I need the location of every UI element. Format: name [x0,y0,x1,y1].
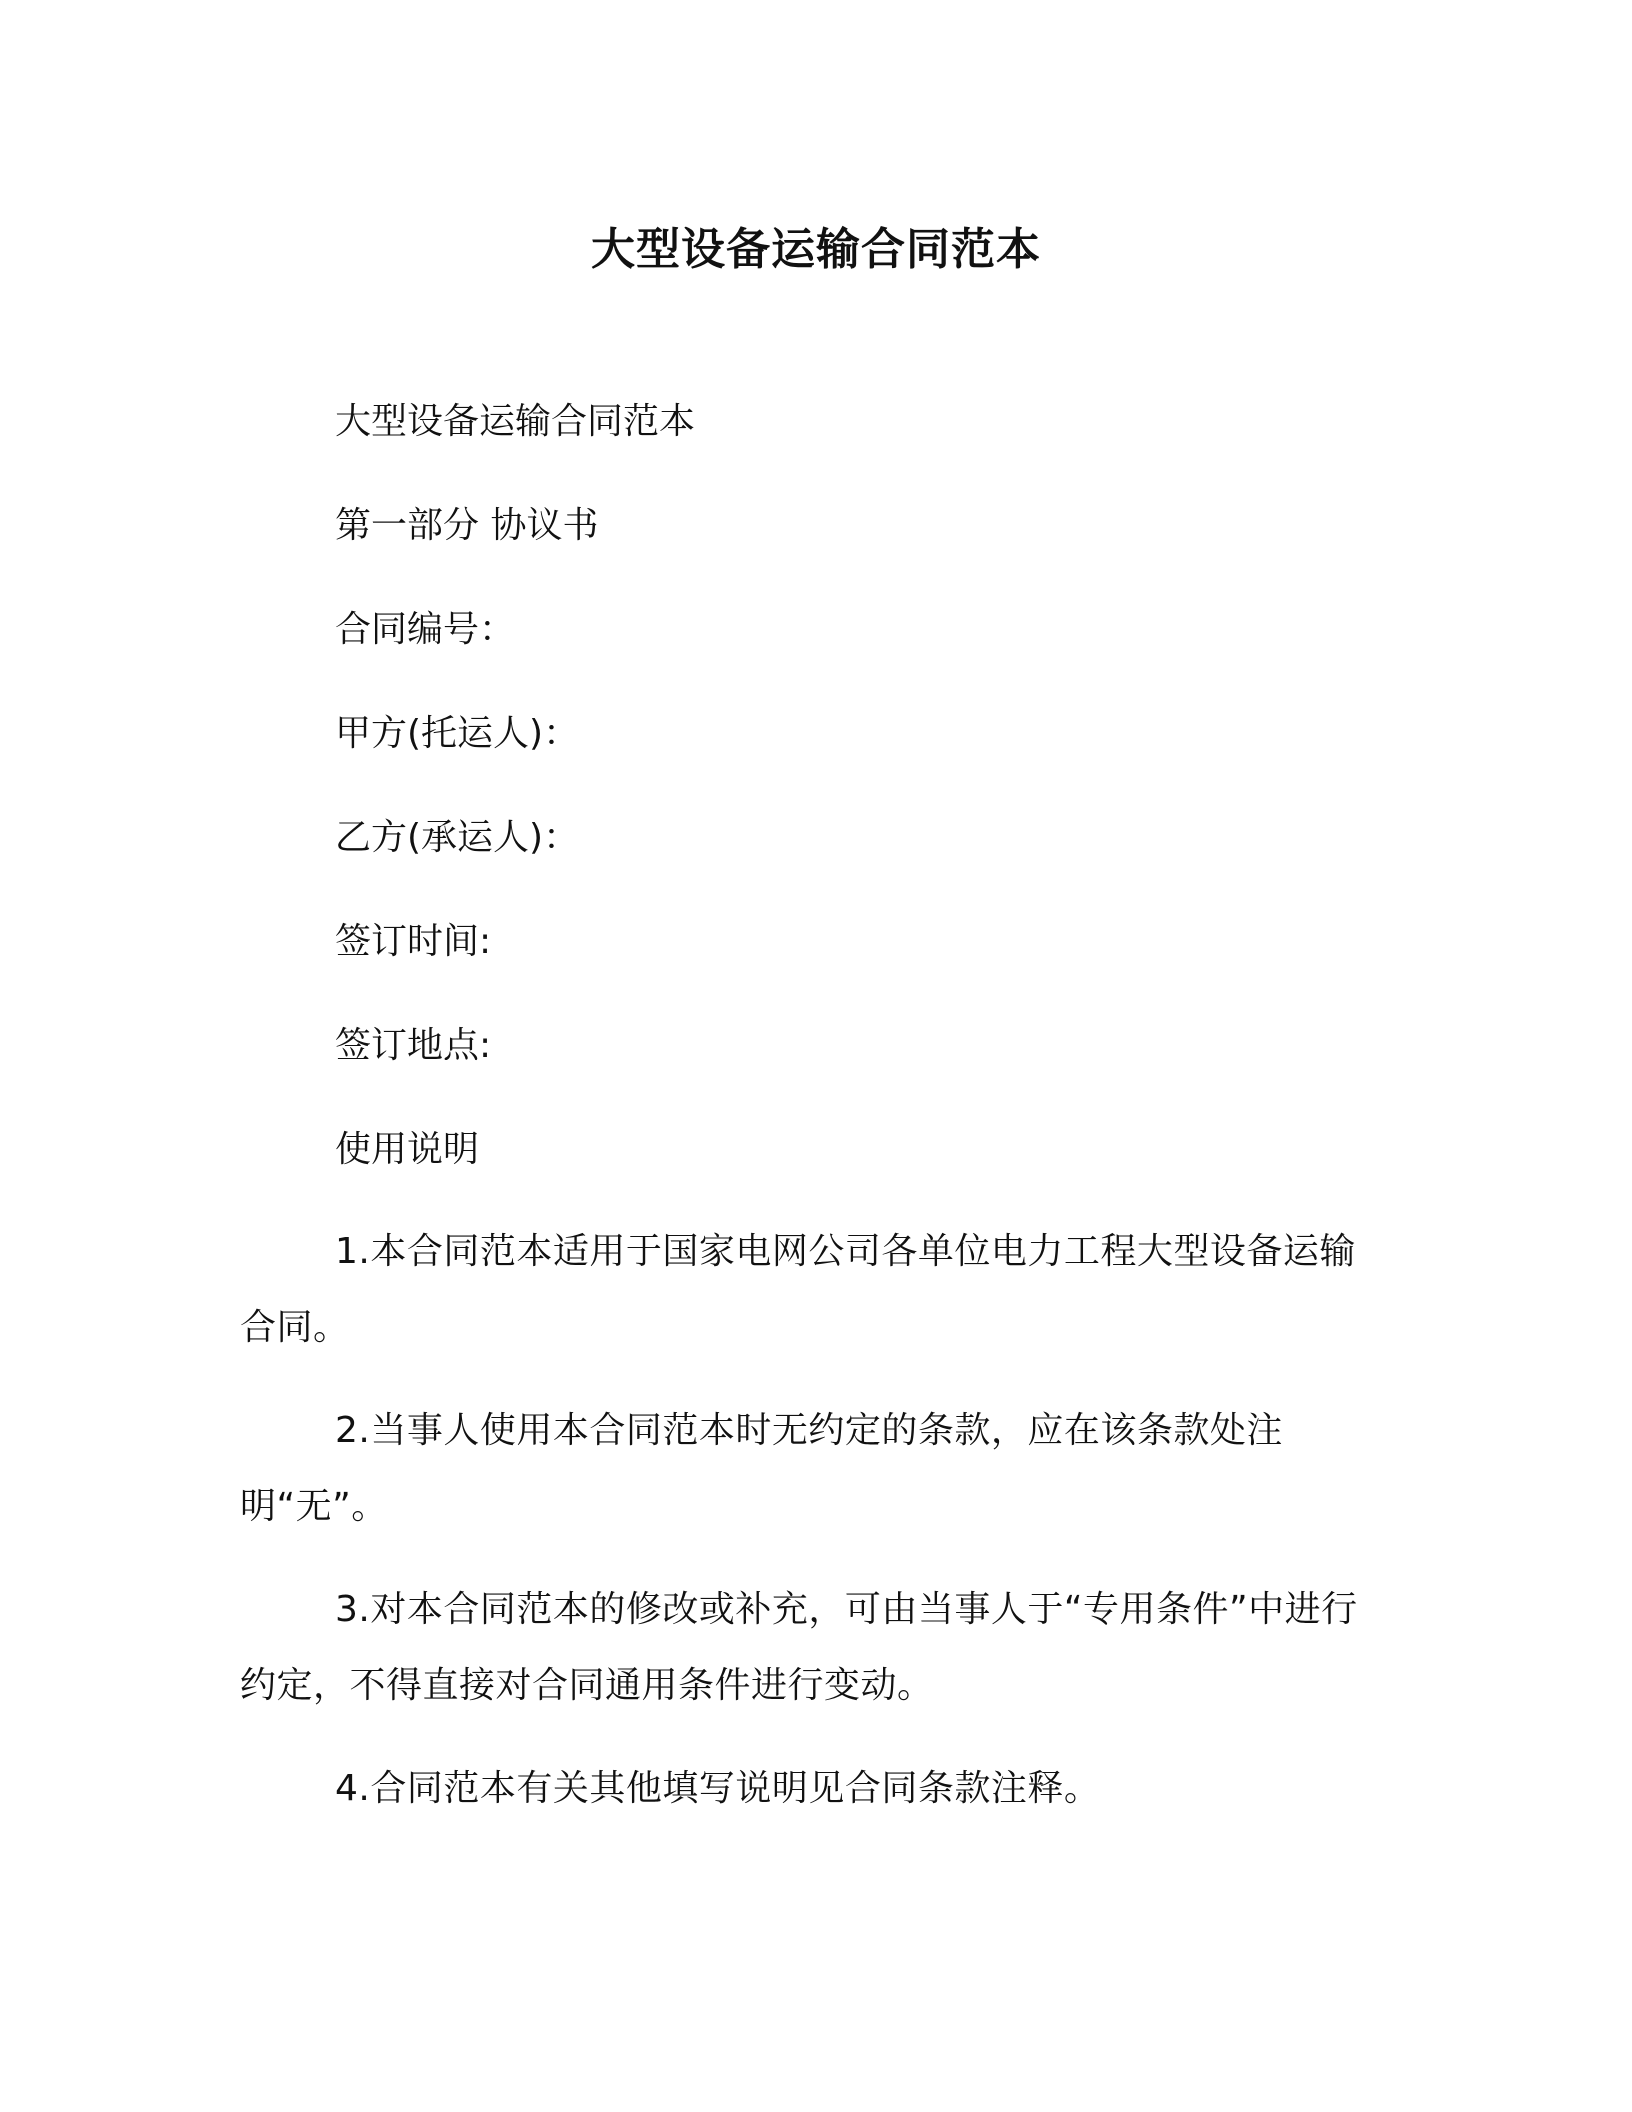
contract-number-field: 合同编号： [335,609,516,650]
document-title: 大型设备运输合同范本 [591,224,1041,275]
instruction-paragraph-4: 4.合同范本有关其他填写说明见合同条款注释。 [335,1768,1101,1809]
section-heading: 第一部分 协议书 [335,505,599,546]
signing-place-field: 签订地点: [335,1025,492,1066]
signing-time-field: 签订时间: [335,921,492,962]
usage-instructions-heading: 使用说明 [335,1129,480,1170]
instruction-paragraph-1: 1.本合同范本适用于国家电网公司各单位电力工程大型设备运输合同。 [240,1231,1356,1348]
instruction-paragraph-3: 3.对本合同范本的修改或补充，可由当事人于“专用条件”中进行约定，不得直接对合同通用条件进行变动。 [240,1589,1358,1706]
party-a-field: 甲方(托运人)： [335,713,580,754]
party-b-field: 乙方(承运人)： [335,817,580,858]
subtitle-line: 大型设备运输合同范本 [335,401,696,442]
instruction-paragraph-2: 2.当事人使用本合同范本时无约定的条款，应在该条款处注明“无”。 [240,1410,1283,1527]
